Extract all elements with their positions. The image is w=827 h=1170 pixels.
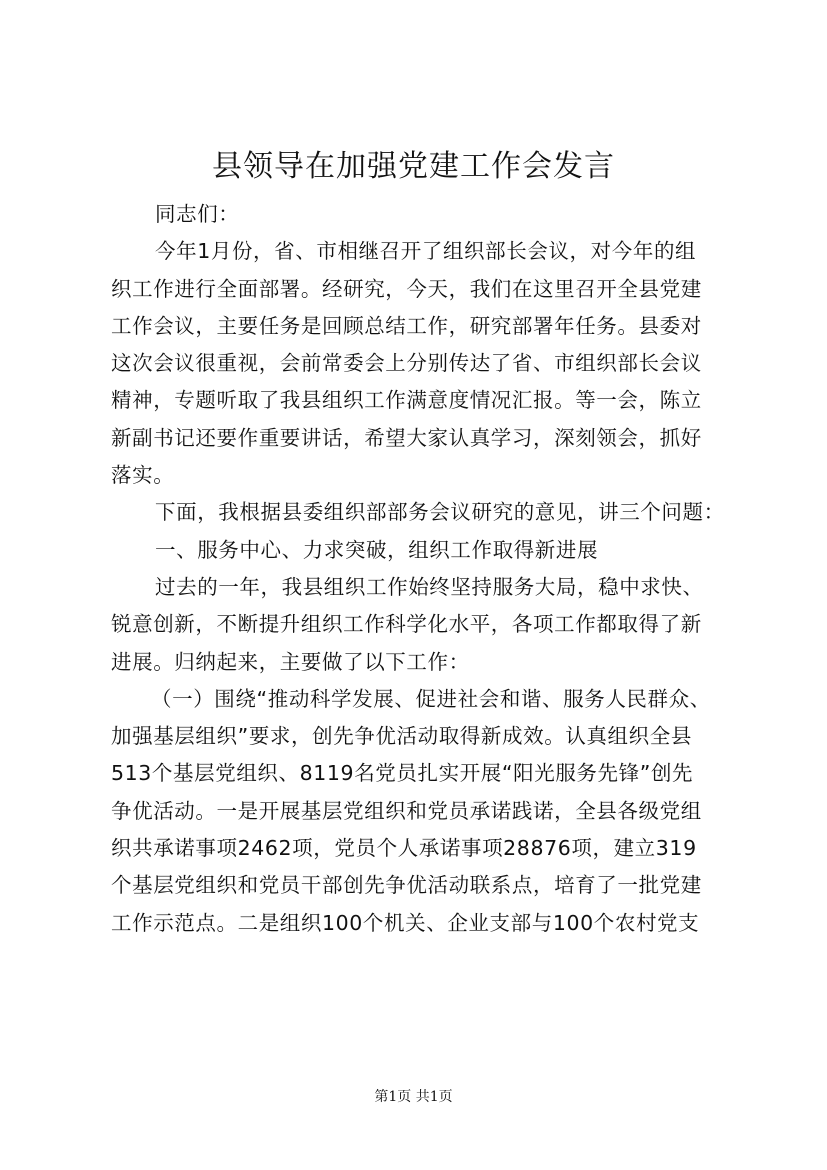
paragraph-line: 下面，我根据县委组织部部务会议研究的意见，讲三个问题：	[155, 500, 725, 525]
paragraph-line: 新副书记还要作重要讲话，希望大家认真学习，深刻领会，抓好	[111, 425, 702, 450]
paragraph-line: 过去的一年，我县组织工作始终坚持服务大局，稳中求快、	[155, 574, 704, 599]
document-title: 县领导在加强党建工作会发言	[212, 149, 615, 184]
paragraph-line: 织工作进行全面部署。经研究，今天，我们在这里召开全县党建	[111, 276, 702, 301]
page-number-footer: 第1页 共1页	[374, 1089, 453, 1105]
paragraph-line: 工作示范点。二是组织100个机关、企业支部与100个农村党支	[111, 910, 700, 935]
paragraph-line: 工作会议，主要任务是回顾总结工作，研究部署年任务。县委对	[111, 313, 702, 338]
paragraph-line: 精神，专题听取了我县组织工作满意度情况汇报。等一会，陈立	[111, 388, 702, 413]
greeting-line: 同志们：	[155, 202, 240, 226]
paragraph-line: 这次会议很重视，会前常委会上分别传达了省、市组织部长会议	[111, 351, 702, 376]
paragraph-line: 今年1月份，省、市相继召开了组织部长会议，对今年的组	[155, 239, 697, 264]
paragraph-line: 锐意创新，不断提升组织工作科学化水平，各项工作都取得了新	[111, 612, 702, 637]
section-heading: 一、服务中心、力求突破，组织工作取得新进展	[155, 537, 599, 562]
paragraph-line: 513个基层党组织、8119名党员扎实开展“阳光服务先锋”创先	[111, 761, 694, 786]
paragraph-line: 进展。归纳起来，主要做了以下工作：	[111, 649, 470, 674]
document-body	[111, 196, 723, 942]
paragraph-line: 落实。	[111, 463, 175, 488]
subsection-line: （一）围绕“推动科学发展、促进社会和谐、服务人民群众、	[151, 686, 711, 711]
paragraph-line: 个基层党组织和党员干部创先争优活动联系点，培育了一批党建	[111, 873, 702, 898]
paragraph-line: 争优活动。一是开展基层党组织和党员承诺践诺，全县各级党组	[111, 798, 702, 823]
paragraph-line: 织共承诺事项2462项，党员个人承诺事项28876项，建立319	[111, 836, 697, 861]
paragraph-line: 加强基层组织”要求，创先争优活动取得新成效。认真组织全县	[111, 724, 692, 749]
